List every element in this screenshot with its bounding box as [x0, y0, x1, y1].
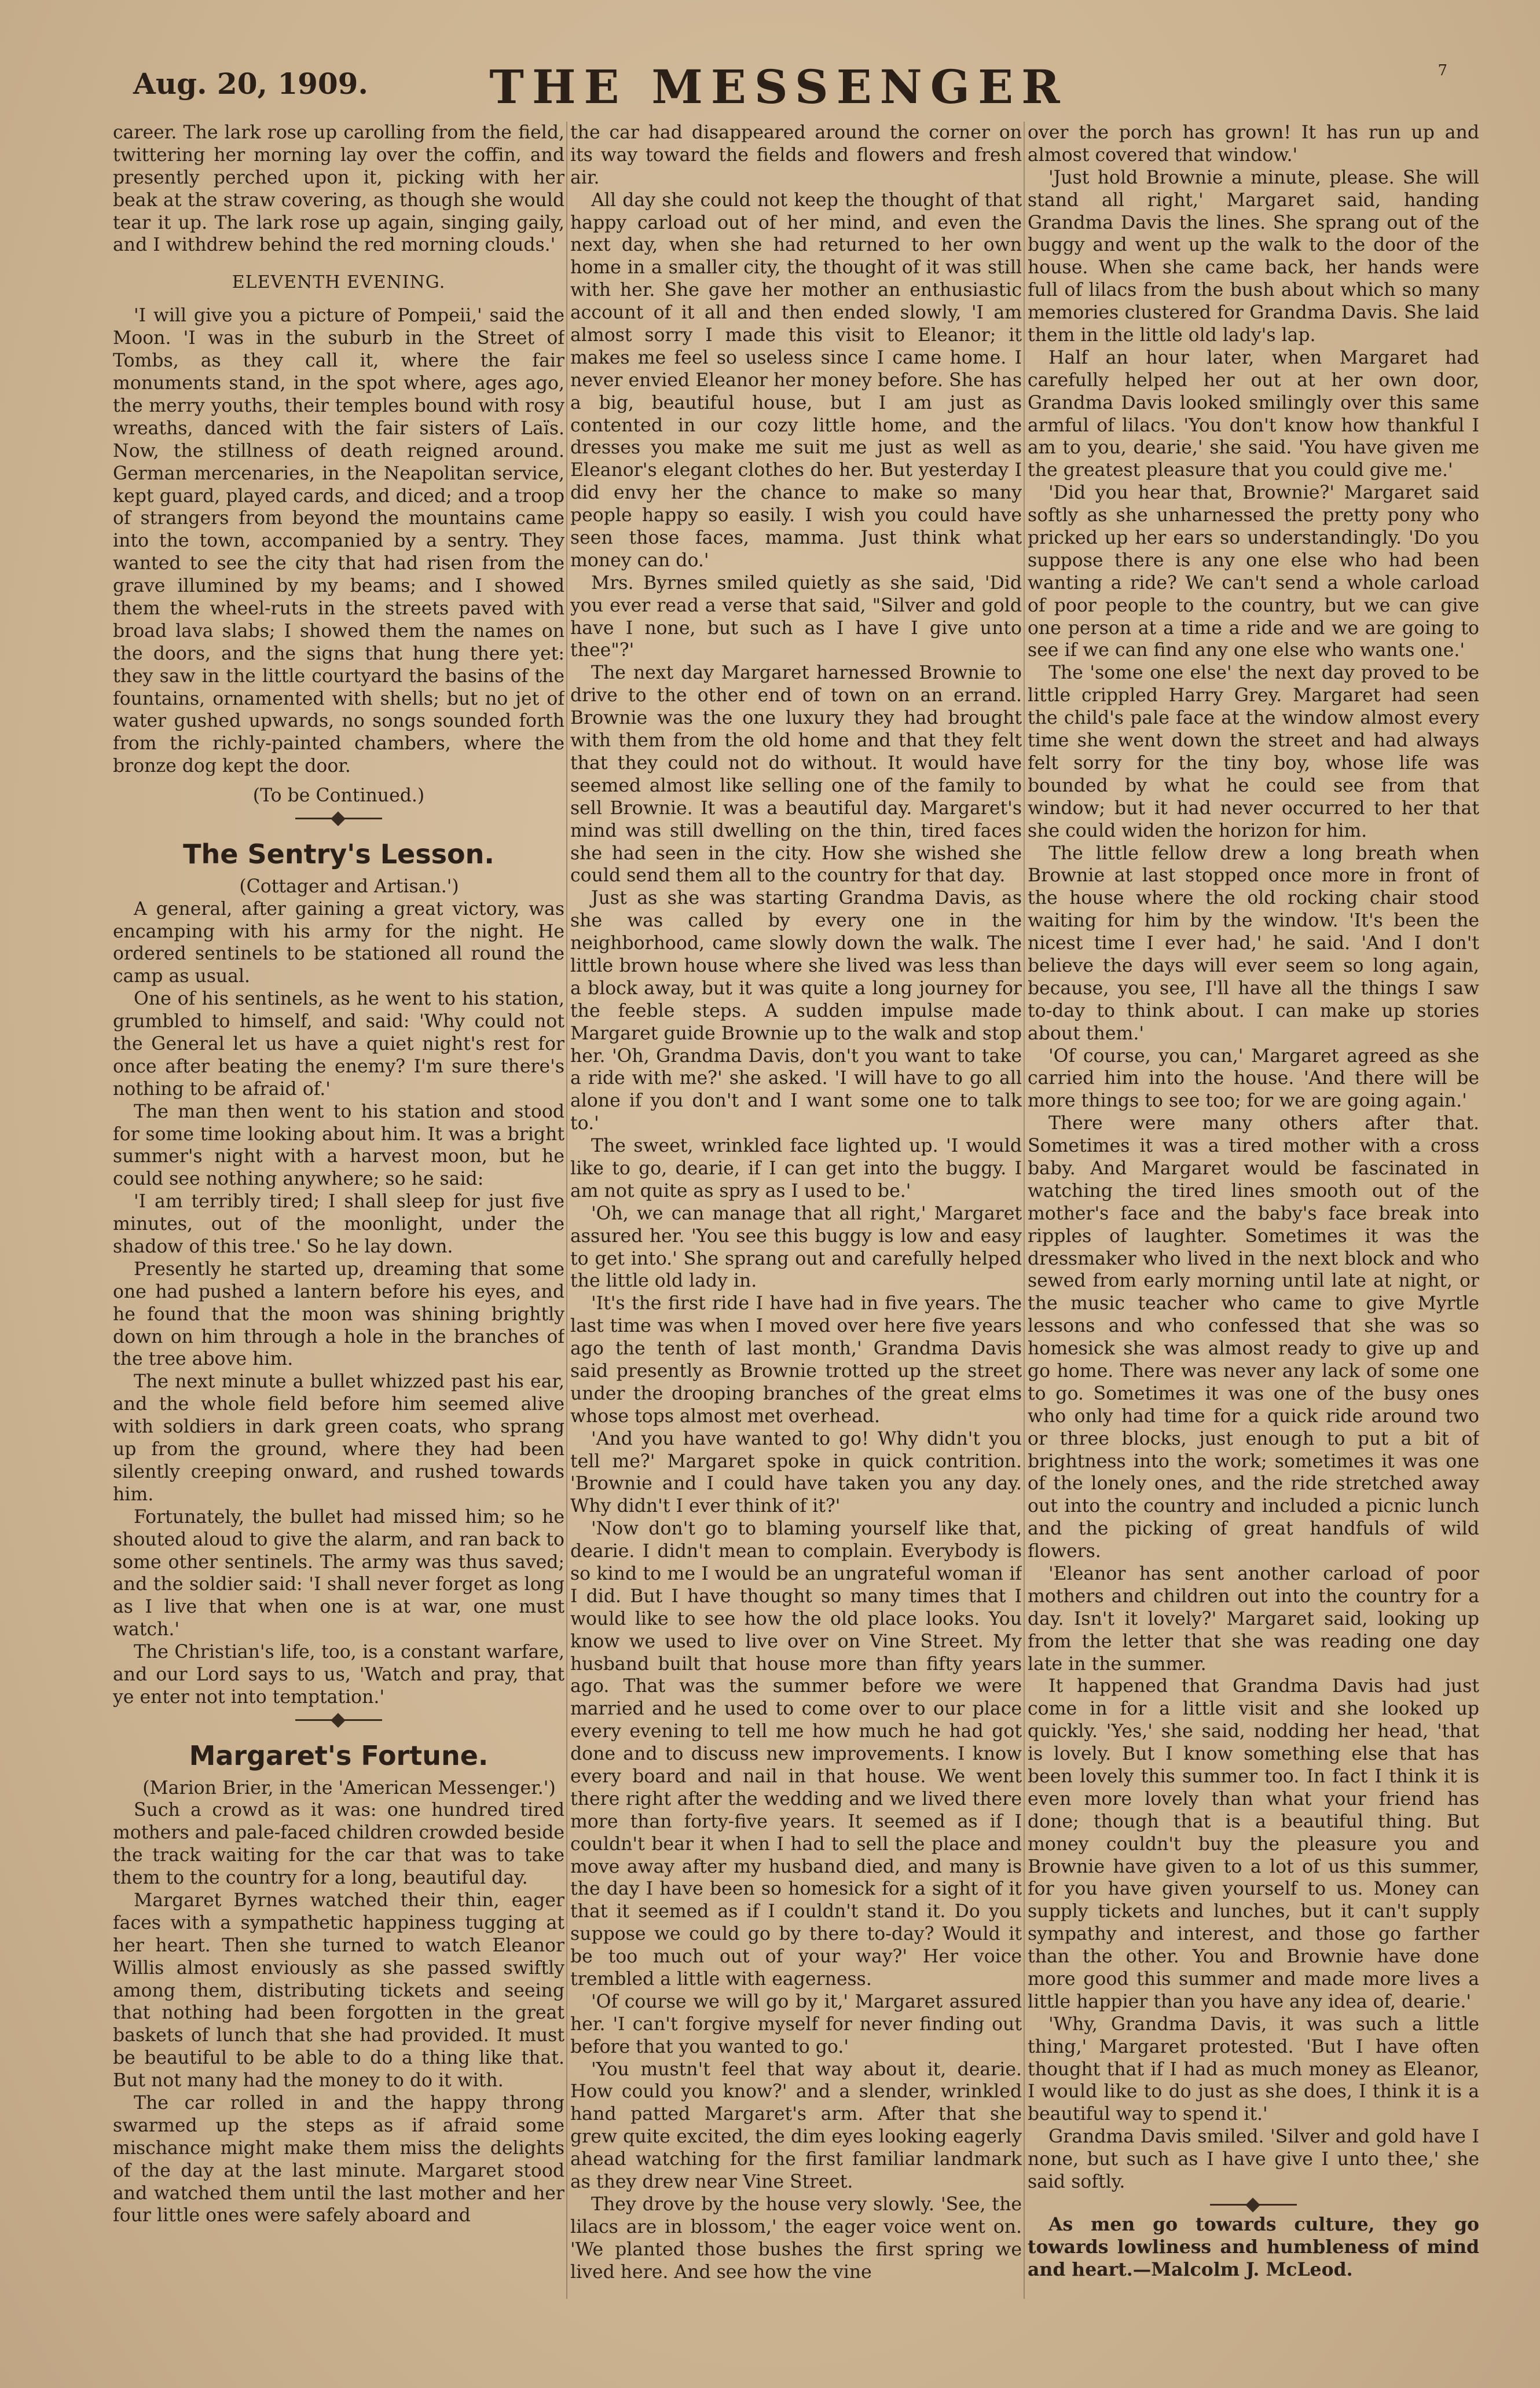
article-source: (Marion Brier, in the 'American Messenger.')	[142, 1777, 556, 1799]
paragraph: They drove by the house very slowly. 'See, the lilacs are in blossom,' the eager voice went on. 'We planted those bushes the first spring we lived here. And see how the vine	[570, 2193, 1022, 2283]
page-number: 7	[1438, 62, 1447, 79]
column-divider	[1024, 122, 1025, 2299]
article-source: (Cottager and Artisan.')	[239, 876, 459, 897]
section-heading-eleventh-evening: ELEVENTH EVENING.	[232, 272, 446, 293]
closing-quote: As men go towards culture, they go towards lowliness and humbleness of mind and heart.—Malcolm J. McLeod.	[1028, 2213, 1479, 2280]
paragraph: All day she could not keep the thought of that happy carload out of her mind, and even the next day, when she had returned to her own home in a smaller city, the thought of it was still with her. She gave her mother an enthusiastic account of it all and then ended slowly, 'I am almost sorry I made this visit to Eleanor; it makes me feel so useless since I came home. I never envied Eleanor her money before. She has a big, beautiful house, but I am just as contented in our cozy little home, and the dresses you make me suit me just as well as Eleanor's elegant clothes do her. But yesterday I did envy her the chance to make so many people happy so easily. I wish you could have seen those faces, mamma. Just think what money can do.'	[570, 189, 1022, 571]
paragraph: Half an hour later, when Margaret had carefully helped her out at her own door, Grandma Davis looked smilingly over this same armful of lilacs. 'You don't know how thankful I am to you, dearie,' she said. 'You have given me the greatest pleasure that you could give me.'	[1028, 347, 1479, 481]
divider-ornament	[295, 818, 382, 819]
paragraph: 'Of course, you can,' Margaret agreed as she carried him into the house. 'And there will be more things to see too; for we are going again.'	[1028, 1045, 1479, 1112]
paragraph: 'Oh, we can manage that all right,' Margaret assured her. 'You see this buggy is low and easy to get into.' She sprang out and carefully helped the little old lady in.	[570, 1203, 1022, 1292]
paragraph: The next day Margaret harnessed Brownie to drive to the other end of town on an errand. Brownie was the one luxury they had brought with them from the old home and that they felt that they could not do without. It would have seemed almost like selling one of the family to sell Brownie. It was a beautiful day. Margaret's mind was still dwelling on the thin, tired faces she had seen in the city. How she wished she could send them all to the country for that day.	[570, 662, 1022, 887]
paragraph: 'You mustn't feel that way about it, dearie. How could you know?' and a slender, wrinkled hand patted Margaret's arm. After that she grew quite excited, the dim eyes looking eagerly ahead watching for the first familiar landmark as they drew near Vine Street.	[570, 2059, 1022, 2193]
paragraph: One of his sentinels, as he went to his station, grumbled to himself, and said: 'Why could not the General let us have a quiet night's rest for once after beating the enemy? I'm sure there's nothing to be afraid of.'	[113, 988, 564, 1100]
paragraph: The 'some one else' the next day proved to be little crippled Harry Grey. Margaret had seen the child's pale face at the window almost every time she went down the street and had always felt sorry for the tiny boy, whose life was bounded by what he could see from that window; but it had never occurred to her that she could widen the horizon for him.	[1028, 662, 1479, 841]
paragraph: The next minute a bullet whizzed past his ear, and the whole field before him seemed alive with soldiers in dark green coats, who sprang up from the ground, where they had been silently creeping onward, and rushed towards him.	[113, 1371, 564, 1505]
paragraph: There were many others after that. Sometimes it was a tired mother with a cross baby. And Margaret would be fascinated in watching the tired lines smooth out of the mother's face and the baby's face break into ripples of laughter. Sometimes it was the dressmaker who lived in the next block and who sewed from early morning until late at night, or the music teacher who came to give Myrtle lessons and who confessed that she was so homesick she was almost ready to give up and go home. There was never any lack of some one to go. Sometimes it was one of the busy ones who only had time for a quick ride around two or three blocks, just enough to put a bit of brightness into the work; sometimes it was one of the lonely ones, and the ride stretched away out into the country and included a picnic lunch and the picking of great handfuls of wild flowers.	[1028, 1113, 1479, 1562]
paragraph: the car had disappeared around the corner on its way toward the fields and flowers and fresh air.	[570, 122, 1022, 188]
paragraph: The car rolled in and the happy throng swarmed up the steps as if afraid some mischance might make them miss the delights of the day at the last minute. Margaret stood and watched them until the last mother and her four little ones were safely aboard and	[113, 2093, 564, 2226]
divider-ornament	[1210, 2204, 1297, 2206]
paragraph: over the porch has grown! It has run up and almost covered that window.'	[1028, 122, 1479, 166]
paragraph: Presently he started up, dreaming that some one had pushed a lantern before his eyes, and he found that the moon was shining brightly down on him through a hole in the branches of the tree above him.	[113, 1258, 564, 1370]
paragraph: Such a crowd as it was: one hundred tired mothers and pale-faced children crowded beside the track waiting for the car that was to take them to the country for a long, beautiful day.	[113, 1800, 564, 1889]
to-be-continued: (To be Continued.)	[252, 785, 425, 807]
paragraph: Just as she was starting Grandma Davis, as she was called by every one in the neighborhood, came slowly down the walk. The little brown house where she lived was less than a block away, but it was quite a long journey for the feeble steps. A sudden impulse made Margaret guide Brownie up to the walk and stop her. 'Oh, Grandma Davis, don't you want to take a ride with me?' she asked. 'I will have to go all alone if you don't and I want some one to talk to.'	[570, 888, 1022, 1134]
column-2	[570, 122, 1022, 2345]
paragraph: Mrs. Byrnes smiled quietly as she said, 'Did you ever read a verse that said, "Silver and gold have I none, but such as I have I give unto thee"?'	[570, 572, 1022, 661]
masthead	[98, 55, 1459, 119]
article-title-sentrys-lesson: The Sentry's Lesson.	[183, 838, 494, 870]
divider-ornament	[295, 1719, 382, 1721]
column-1	[113, 122, 564, 2345]
paragraph: 'Why, Grandma Davis, it was such a little thing,' Margaret protested. 'But I have often thought that if I had as much money as Eleanor, I would like to do just as she does, I think it is a beautiful way to spend it.'	[1028, 2013, 1479, 2125]
paragraph: 'Did you hear that, Brownie?' Margaret said softly as she unharnessed the pretty pony who pricked up her ears so understandingly. 'Do you suppose there is any one else who had been wanting a ride? We can't send a whole carload of poor people to the country, but we can give one person at a time a ride and we are going to see if we can find any one else who wants one.'	[1028, 482, 1479, 661]
paragraph: It happened that Grandma Davis had just come in for a little visit and she looked up quickly. 'Yes,' she said, nodding her head, 'that is lovely. But I know something else that has been lovely this summer too. In fact I think it is even more lovely than what your friend has done; though that is a beautiful thing. But money couldn't buy the pleasure you and Brownie have given to a lot of us this summer, for you have given yourself to us. Money can supply tickets and lunches, but it can't supply sympathy and interest, and those go farther than the other. You and Brownie have done more good this summer and made more lives a little happier than you have any idea of, dearie.'	[1028, 1676, 1479, 2012]
paragraph: Grandma Davis smiled. 'Silver and gold have I none, but such as I have give I unto thee,' she said softly.	[1028, 2126, 1479, 2193]
paragraph: 'Just hold Brownie a minute, please. She will stand all right,' Margaret said, handing Grandma Davis the lines. She sprang out of the buggy and went up the walk to the door of the house. When she came back, her hands were full of lilacs from the bush about which so many memories clustered for Grandma Davis. She laid them in the little old lady's lap.	[1028, 167, 1479, 346]
paragraph: 'Now don't go to blaming yourself like that, dearie. I didn't mean to complain. Everybody is so kind to me I would be an ungrateful woman if I did. But I have thought so many times that I would like to see how the old place looks. You know we used to live over on Vine Street. My husband built that house more than fifty years ago. That was the summer before we were married and he used to come over to our place every evening to tell me how much he had got done and to discuss new improvements. I know every board and nail in that house. We went there right after the wedding and we lived there more than forty-five years. It seemed as if I couldn't bear it when I had to sell the place and move away after my husband died, and many is the day I have been so homesick for a sight of it that it seemed as if I couldn't stand it. Do you suppose we could go by there to-day? Would it be too much out of your way?' Her voice trembled a little with eagerness.	[570, 1518, 1022, 1990]
article-title-margarets-fortune: Margaret's Fortune.	[189, 1739, 489, 1771]
issue-date: Aug. 20, 1909.	[133, 67, 368, 101]
paragraph: 'Eleanor has sent another carload of poor mothers and children out into the country for a day. Isn't it lovely?' Margaret said, looking up from the letter that she was reading one day late in the summer.	[1028, 1563, 1479, 1675]
paragraph: The sweet, wrinkled face lighted up. 'I would like to go, dearie, if I can get into the buggy. I am not quite as spry as I used to be.'	[570, 1136, 1022, 1202]
paragraph: Fortunately, the bullet had missed him; so he shouted aloud to give the alarm, and ran back to some other sentinels. The army was thus saved; and the soldier said: 'I shall never forget as long as I live that when one is at war, one must watch.'	[113, 1506, 564, 1640]
paragraph: career. The lark rose up carolling from the field, twittering her morning lay over the coffin, and presently perched upon it, picking with her beak at the straw covering, as though she would tear it up. The lark rose up again, singing gaily, and I withdrew behind the red morning clouds.'	[113, 122, 564, 256]
paragraph: Margaret Byrnes watched their thin, eager faces with a sympathetic happiness tugging at her heart. Then she turned to watch Eleanor Willis almost enviously as she passed swiftly among them, distributing tickets and seeing that nothing had been forgotten in the great baskets of lunch that she had provided. It must be beautiful to be able to do a thing like that. But not many had the money to do it with.	[113, 1889, 564, 2092]
paragraph: 'I am terribly tired; I shall sleep for just five minutes, out of the moonlight, under the shadow of this tree.' So he lay down.	[113, 1191, 564, 1258]
newspaper-title: THE MESSENGER	[489, 60, 1068, 114]
column-divider	[566, 122, 567, 2299]
paragraph: 'I will give you a picture of Pompeii,' said the Moon. 'I was in the suburb in the Street of Tombs, as they call it, where the fair monuments stand, in the spot where, ages ago, the merry youths, their temples bound with rosy wreaths, danced with the fair sisters of Laïs. Now, the stillness of death reigned around. German mercenaries, in the Neapolitan service, kept guard, played cards, and diced; and a troop of strangers from beyond the mountains came into the town, accompanied by a sentry. They wanted to see the city that had risen from the grave illumined by my beams; and I showed them the wheel-ruts in the streets paved with broad lava slabs; I showed them the names on the doors, and the signs that hung there yet: they saw in the little courtyard the basins of the fountains, ornamented with shells; but no jet of water gushed upwards, no songs sounded forth from the richly-painted chambers, where the bronze dog kept the door.	[113, 305, 564, 777]
paragraph: 'And you have wanted to go! Why didn't you tell me?' Margaret spoke in quick contrition. 'Brownie and I could have taken you any day. Why didn't I ever think of it?'	[570, 1428, 1022, 1517]
paragraph: The little fellow drew a long breath when Brownie at last stopped once more in front of the house where the old rocking chair stood waiting for him by the window. 'It's been the nicest time I ever had,' he said. 'And I don't believe the days will ever seem so long again, because, you see, I'll have all the things I saw to-day to think about. I can make up stories about them.'	[1028, 843, 1479, 1044]
paragraph: The Christian's life, too, is a constant warfare, and our Lord says to us, 'Watch and pray, that ye enter not into temptation.'	[113, 1642, 564, 1708]
paragraph: 'Of course we will go by it,' Margaret assured her. 'I can't forgive myself for never finding out before that you wanted to go.'	[570, 1991, 1022, 2057]
paragraph: The man then went to his station and stood for some time looking about him. It was a bright summer's night with a harvest moon, but he could see nothing anywhere; so he said:	[113, 1101, 564, 1190]
paragraph: A general, after gaining a great victory, was encamping with his army for the night. He ordered sentinels to be stationed all round the camp as usual.	[113, 898, 564, 987]
paragraph: 'It's the first ride I have had in five years. The last time was when I moved over here five years ago the tenth of last month,' Grandma Davis said presently as Brownie trotted up the street under the drooping branches of the great elms whose tops almost met overhead.	[570, 1293, 1022, 1427]
column-3	[1028, 122, 1479, 2345]
